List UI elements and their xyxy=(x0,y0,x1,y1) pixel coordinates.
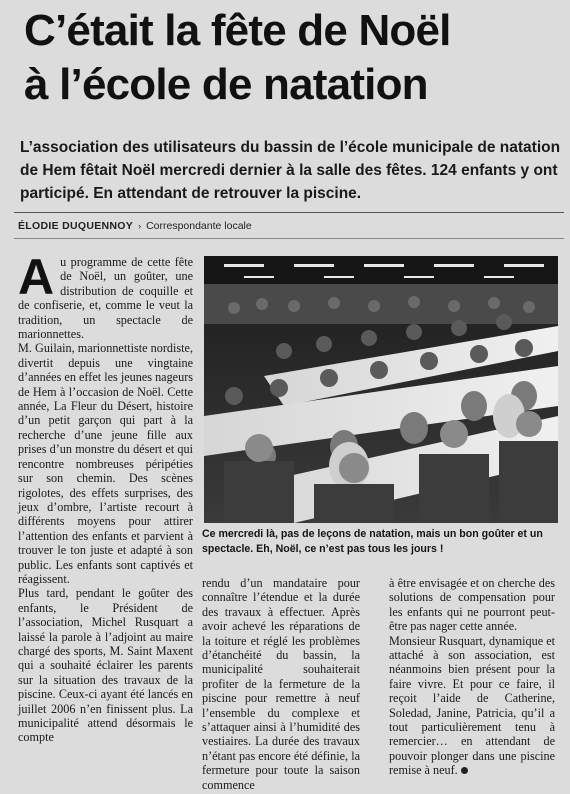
author-role: Correspondante locale xyxy=(146,220,252,232)
article-column-2 xyxy=(202,576,360,792)
article-column-3 xyxy=(389,576,555,778)
photo-caption: Ce mercredi là, pas de leçons de natation, mais un bon goûter et un spectacle. Eh, Noël, ce n’est pas tous les jours ! xyxy=(202,528,543,555)
chevron-right-icon: › xyxy=(138,221,142,231)
drop-cap: A xyxy=(18,249,55,305)
paragraph xyxy=(18,249,193,342)
headline xyxy=(24,4,564,112)
divider xyxy=(14,238,564,239)
headline-line-2: à l’école de natation xyxy=(24,60,428,109)
divider xyxy=(14,212,564,213)
paragraph-text: u programme de cette fête de Noël, un goûter, une distribution de coquille et de confiserie, et, comme le veut la tradition, un spectacle de marionnettes. xyxy=(18,255,193,342)
paragraph: Plus tard, pendant le goûter des enfants, le Président de l’association, Michel Rusquart a laissé la parole à l’adjoint au maire chargé des sports, M. Saint Maxent qui a souhaité éclairer les parents sur la situation des travaux de la piscine. Ceux-ci ayant été lancés en juillet 2006 n’en finissent plus. La municipalité attend désormais le compte xyxy=(18,586,193,745)
end-dot-icon xyxy=(461,767,468,774)
paragraph: rendu d’un mandataire pour connaître l’étendue et la durée des travaux à effectuer. Après avoir achevé les réparations de la toiture et réglé les problèmes d’étanchéité du bassin, la municipalité souhaiterait profiter de la fermeture de la piscine pour remettre à neuf l’ensemble du complexe et s’attaquer ainsi à l’humidité des vestiaires. La durée des travaux n’étant pas encore été définie, la fermeture pour toute la saison commence xyxy=(202,576,360,792)
photo-illustration xyxy=(204,256,558,523)
headline-line-1: C’était la fête de Noël xyxy=(24,6,451,55)
byline xyxy=(18,220,252,232)
lede-paragraph: L’association des utilisateurs du bassin de l’école municipale de natation de Hem fêtait Noël mercredi dernier à la salle des fêtes. 124 enfants y ont participé. En attendant de retrouver la piscine. xyxy=(20,139,561,202)
paragraph: à être envisagée et on cherche des solutions de compensation pour les enfants qui ne pourront peut-être pas nager cette année. xyxy=(389,576,555,634)
event-photo xyxy=(204,256,558,523)
paragraph xyxy=(389,634,555,778)
paragraph-text: Monsieur Rusquart, dynamique et attaché à son association, est néanmoins bien présent pour la faire vivre. Et pour ce faire, il reçoit l’aide de Catherine, Soledad, Janine, Patricia, qu’il a tout particulièrement tenu à remercier… en attendant de pouvoir plonger dans une piscine remise à neuf. xyxy=(389,633,555,778)
article-column-1 xyxy=(18,249,193,745)
paragraph: M. Guilain, marionnettiste nordiste, divertit depuis une vingtaine d’années en effet les jeunes nageurs de Hem à l’occasion de Noël. Cette année, La Fleur du Désert, histoire d’un petit garçon qui part à la recherche d’une jeune fille aux prises d’un monstre du désert et qui rencontre nombreuses péripéties sur son chemin. Des scènes rigolotes, des effets surprises, des jeux d’ombre, l’artiste recourt à différents moyens pour attirer l’attention des enfants et parvient à trouver le ton juste et adapté à son public. Les enfants sont captivés et réagissent. xyxy=(18,341,193,586)
author-name: ÉLODIE DUQUENNOY xyxy=(18,220,134,232)
